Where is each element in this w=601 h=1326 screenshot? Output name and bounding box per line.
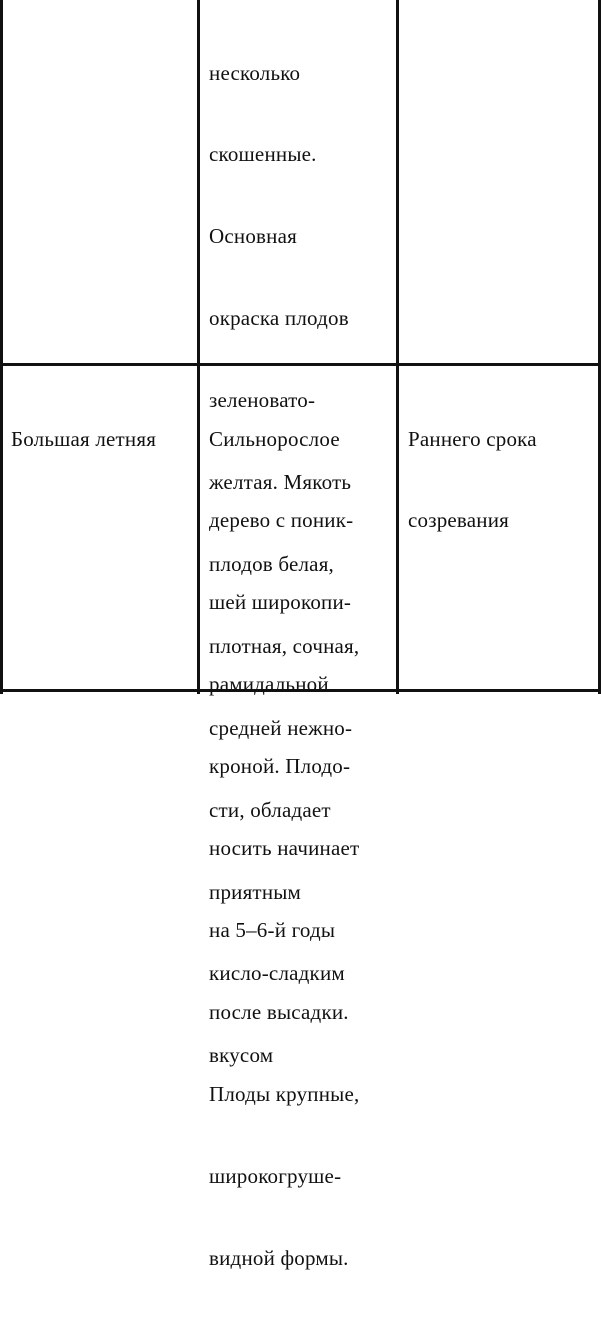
- description-line: вкусом: [209, 1043, 274, 1068]
- description-line: после высадки.: [209, 999, 349, 1024]
- description-line: широкогруше-: [209, 1163, 342, 1188]
- table-left-border: [0, 0, 3, 694]
- description-line: зеленовато-: [209, 388, 316, 413]
- column-divider-1: [197, 0, 200, 694]
- description-line: дерево с поник-: [209, 508, 354, 533]
- description-line: Сильнорослое: [209, 426, 340, 451]
- description-line: средней нежно-: [209, 715, 353, 740]
- description-line: шей широкопи-: [209, 590, 352, 615]
- description-line: желтая. Мякоть: [209, 470, 352, 495]
- description-line: скошенные.: [209, 142, 317, 167]
- ripening-cell: [408, 371, 537, 589]
- description-line: Основная: [209, 224, 297, 249]
- description-line: Плоды крупные,: [209, 1081, 360, 1106]
- description-line: на 5–6-й годы: [209, 917, 336, 942]
- variety-name-cell: [11, 371, 156, 507]
- description-line: приятным: [209, 879, 302, 904]
- description-line: сти, обладает: [209, 797, 331, 822]
- description-line: кроной. Плодо-: [209, 754, 351, 779]
- column-divider-2: [396, 0, 399, 694]
- variety-name: Большая летняя: [11, 426, 157, 451]
- description-line: рамидальной: [209, 672, 329, 697]
- ripening-line: созревания: [408, 508, 510, 533]
- ripening-line: Раннего срока: [408, 426, 537, 451]
- description-line: плодов белая,: [209, 551, 335, 576]
- description-line: носить начинает: [209, 836, 360, 861]
- description-line: окраска плодов: [209, 306, 349, 331]
- row-next-description: [209, 371, 359, 1326]
- description-line: видной формы.: [209, 1245, 349, 1270]
- description-line: плотная, сочная,: [209, 633, 360, 658]
- description-line: несколько: [209, 60, 301, 85]
- description-line: кисло-сладким: [209, 961, 345, 986]
